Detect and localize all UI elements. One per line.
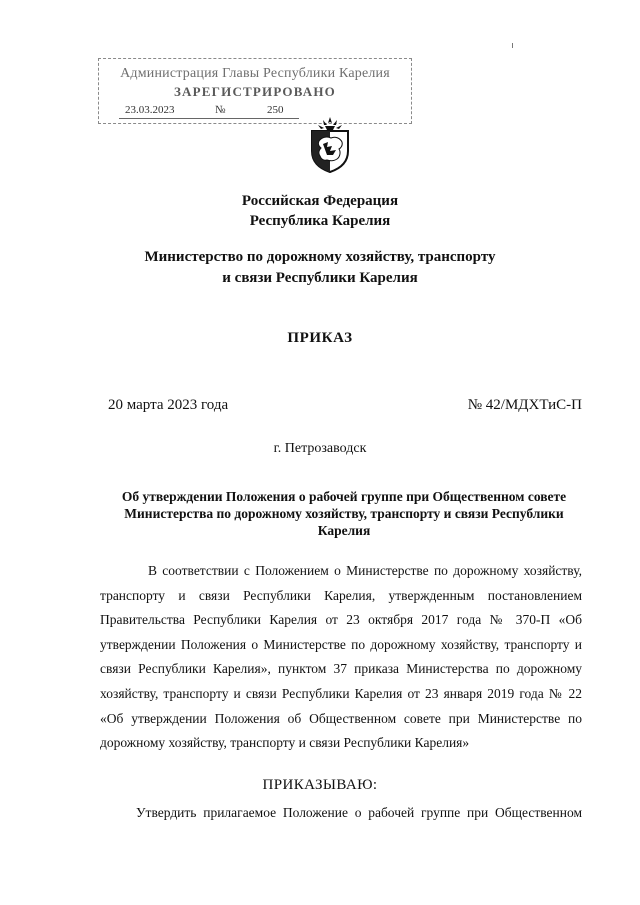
order-directive: ПРИКАЗЫВАЮ: <box>262 777 378 793</box>
republic-heading: Республика Карелия <box>249 213 391 229</box>
stamp-number-label: № <box>215 104 226 116</box>
order-number: № 42/МДХТиС-П <box>467 397 582 413</box>
order-subject: Об утверждении Положения о рабочей группе при Общественном совете Министерства по дорожному хозяйству, транспорту и связи Республики Карелия <box>121 489 567 538</box>
stamp-date: 23.03.2023 <box>125 104 175 116</box>
registration-stamp <box>98 58 412 124</box>
order-date: 20 марта 2023 года <box>108 397 229 413</box>
ministry-heading-line1: Министерство по дорожному хозяйству, транспорту <box>144 249 496 265</box>
order-city: г. Петрозаводск <box>273 441 367 456</box>
stamp-authority: Администрация Главы Республики Карелия <box>120 66 390 81</box>
stamp-number: 250 <box>267 104 284 116</box>
document-type: ПРИКАЗ <box>287 330 353 346</box>
ministry-heading-line2: и связи Республики Карелия <box>222 270 418 286</box>
coat-of-arms-icon <box>309 117 351 173</box>
scan-mark <box>512 43 513 48</box>
stamp-underline <box>119 118 299 119</box>
stamp-registered: ЗАРЕГИСТРИРОВАНО <box>174 84 336 99</box>
country-heading: Российская Федерация <box>241 193 399 209</box>
order-item-1: Утвердить прилагаемое Положение о рабочей группе при Общественном <box>136 805 582 820</box>
order-preamble: В соответствии с Положением о Министерстве по дорожному хозяйству, транспорту и связи Республики Карелия, утвержденным постановлением Правительства Республики Карелия от 23 октября 2017 года № 370-П «Об утверждении Положения о Министерстве по дорожному хозяйству, транспорту и связи Республики Карелия», пунктом 37 приказа Министерства по дорожному хозяйству, транспорту и связи Республики Карелия от 23 января 2019 года № 22 «Об утверждении Положения об Общественном совете при Министерстве по дорожному хозяйству, транспорту и связи Республики Карелия» <box>100 563 582 751</box>
